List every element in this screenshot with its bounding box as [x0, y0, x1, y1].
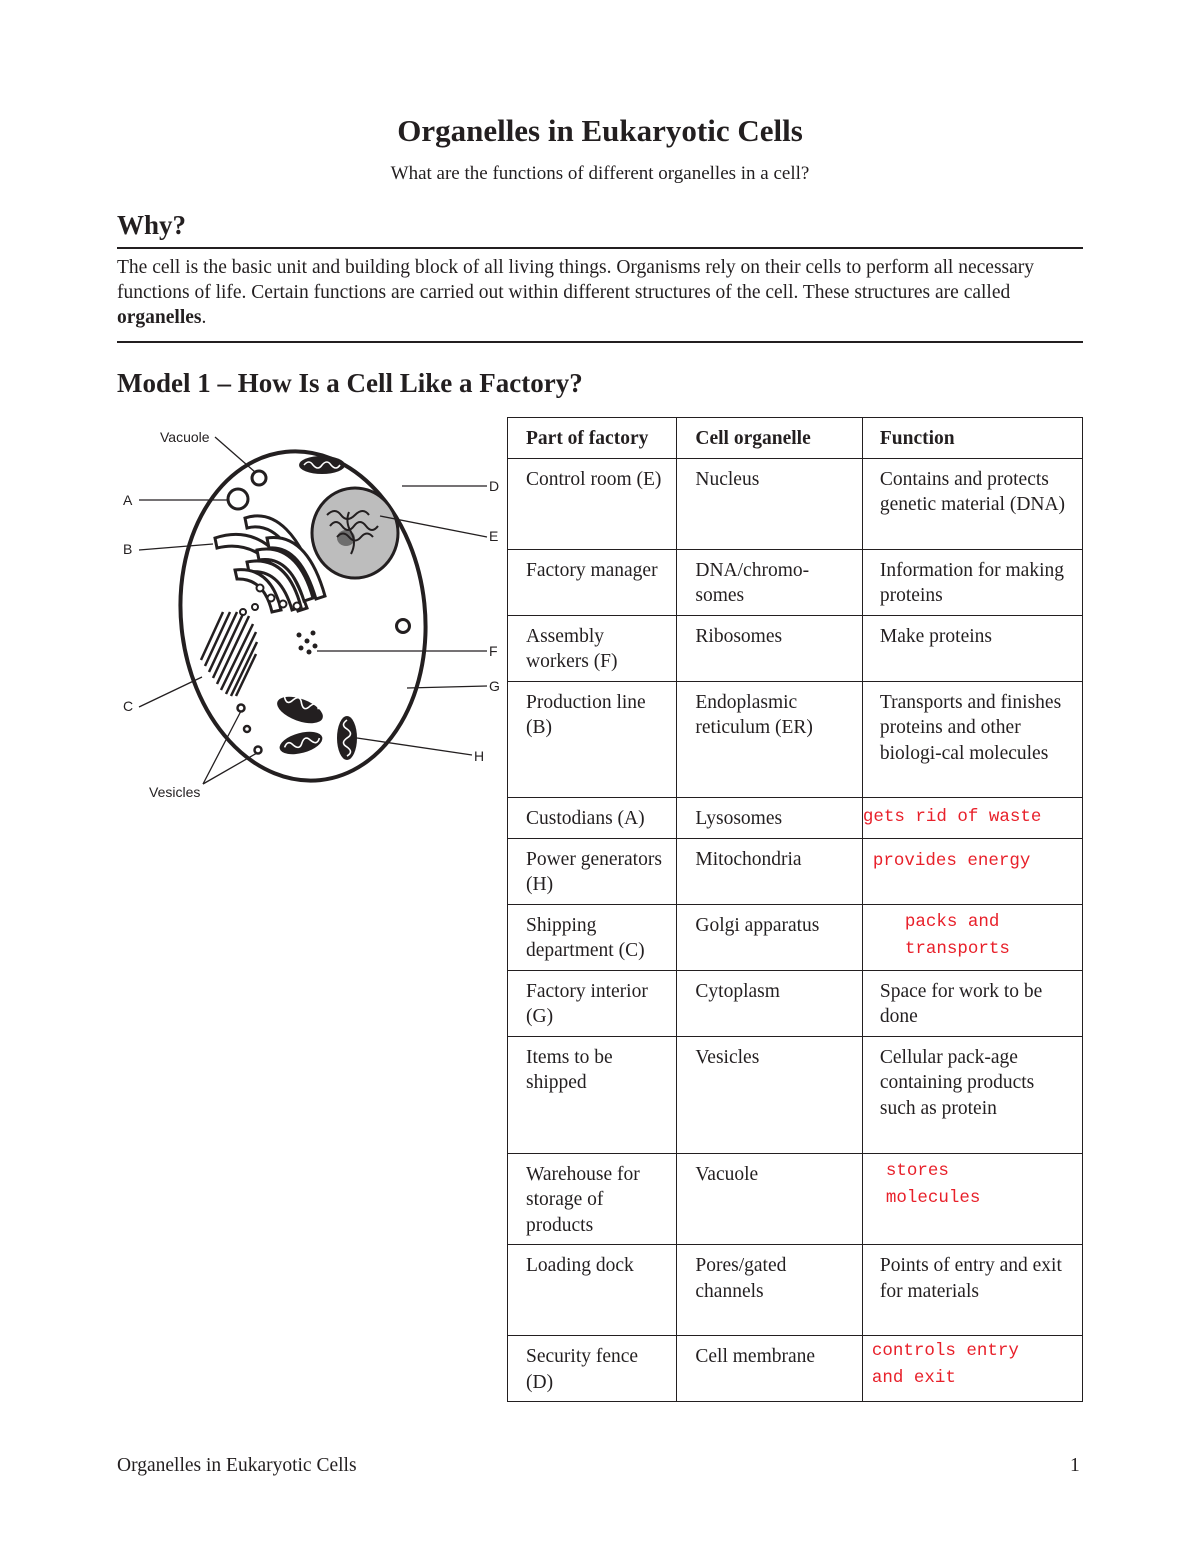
why-text: The cell is the basic unit and building block of all living things. Organisms rely on their cells to perform all necessary functions of life. Certain functions are carried out within different structures of the cell. These structures are called — [117, 257, 1035, 303]
cell-function-handwritten — [862, 1336, 1082, 1402]
cell-organelle: Nucleus — [677, 458, 863, 549]
handwritten-answer: stores molecules — [885, 1160, 981, 1208]
table-row — [508, 1153, 1083, 1245]
cell-diagram — [117, 420, 502, 810]
cell-organelle: Vacuole — [677, 1153, 863, 1245]
table-row — [508, 904, 1083, 970]
nucleus-shape — [312, 488, 398, 578]
cell-function: Information for making proteins — [862, 549, 1082, 615]
section-rule — [117, 341, 1083, 343]
cell-function: Points of entry and exit for materials — [862, 1245, 1082, 1336]
cell-function-handwritten — [862, 797, 1082, 838]
page-subtitle: What are the functions of different organelles in a cell? — [390, 163, 810, 184]
why-text-end: . — [201, 307, 207, 328]
table-row — [508, 797, 1083, 838]
handwritten-answer: gets rid of waste — [862, 806, 1042, 827]
organelles-term: organelles — [117, 307, 202, 328]
page-title: Organelles in Eukaryotic Cells — [397, 113, 803, 148]
cell-function: Space for work to be done — [862, 970, 1082, 1036]
label-f: F — [489, 643, 498, 659]
footer-page-number: 1 — [1070, 1455, 1080, 1476]
cell-function-handwritten — [862, 1153, 1082, 1245]
handwritten-answer: controls entry and exit — [871, 1341, 1019, 1388]
cell-organelle: DNA/chromo-somes — [677, 549, 863, 615]
cell-organelle: Lysosomes — [677, 797, 863, 838]
why-paragraph — [117, 255, 1083, 330]
cell-function: Transports and finishes proteins and other biologi-cal molecules — [862, 681, 1082, 797]
label-vesicles: Vesicles — [149, 784, 201, 800]
cell-part: Security fence (D) — [508, 1336, 677, 1402]
cell-function-handwritten — [862, 838, 1082, 904]
table-row — [508, 1245, 1083, 1336]
cell-organelle: Pores/gated channels — [677, 1245, 863, 1336]
label-b: B — [123, 541, 133, 557]
cell-organelle: Ribosomes — [677, 615, 863, 681]
cell-organelle: Endoplasmic reticulum (ER) — [677, 681, 863, 797]
label-a: A — [123, 492, 133, 508]
cell-function: Make proteins — [862, 615, 1082, 681]
cell-function: Contains and protects genetic material (DNA) — [862, 458, 1082, 549]
cell-organelle: Cell membrane — [677, 1336, 863, 1402]
cell-part: Shipping department (C) — [508, 904, 677, 970]
cell-part: Factory manager — [508, 549, 677, 615]
table-header-row — [508, 418, 1083, 459]
handwritten-answer: packs and transports — [904, 911, 1010, 959]
table-row — [508, 615, 1083, 681]
model-heading: Model 1 – How Is a Cell Like a Factory? — [117, 368, 583, 398]
label-h: H — [474, 748, 485, 764]
section-rule — [117, 247, 1083, 249]
cell-organelle: Vesicles — [677, 1036, 863, 1153]
cell-organelle: Golgi apparatus — [677, 904, 863, 970]
cell-organelle: Mitochondria — [677, 838, 863, 904]
label-c: C — [123, 698, 134, 714]
table-row — [508, 1036, 1083, 1153]
table-row — [508, 838, 1083, 904]
cell-part: Power generators (H) — [508, 838, 677, 904]
cell-part: Loading dock — [508, 1245, 677, 1336]
cell-function: Cellular pack-age containing products such as protein — [862, 1036, 1082, 1153]
table-row — [508, 970, 1083, 1036]
vacuole-shape — [252, 471, 266, 485]
footer-title: Organelles in Eukaryotic Cells — [117, 1455, 357, 1476]
cell-part: Control room (E) — [508, 458, 677, 549]
cell-part: Assembly workers (F) — [508, 615, 677, 681]
why-heading: Why? — [117, 210, 187, 240]
vacuole-shape — [397, 620, 410, 633]
header-function: Function — [862, 418, 1082, 459]
cell-part: Custodians (A) — [508, 797, 677, 838]
label-d: D — [489, 478, 500, 494]
factory-table — [507, 417, 1083, 1402]
vacuole-shape — [228, 489, 248, 509]
cell-function-handwritten — [862, 904, 1082, 970]
label-vacuole: Vacuole — [160, 429, 210, 445]
cell-part: Production line (B) — [508, 681, 677, 797]
cell-part: Items to be shipped — [508, 1036, 677, 1153]
cell-part: Warehouse for storage of products — [508, 1153, 677, 1245]
label-g: G — [489, 678, 500, 694]
cell-organelle: Cytoplasm — [677, 970, 863, 1036]
table-row — [508, 458, 1083, 549]
handwritten-answer: provides energy — [872, 850, 1031, 871]
table-row — [508, 549, 1083, 615]
header-organelle: Cell organelle — [677, 418, 863, 459]
cell-part: Factory interior (G) — [508, 970, 677, 1036]
table-row — [508, 681, 1083, 797]
label-e: E — [489, 528, 499, 544]
table-row — [508, 1336, 1083, 1402]
header-part: Part of factory — [508, 418, 677, 459]
